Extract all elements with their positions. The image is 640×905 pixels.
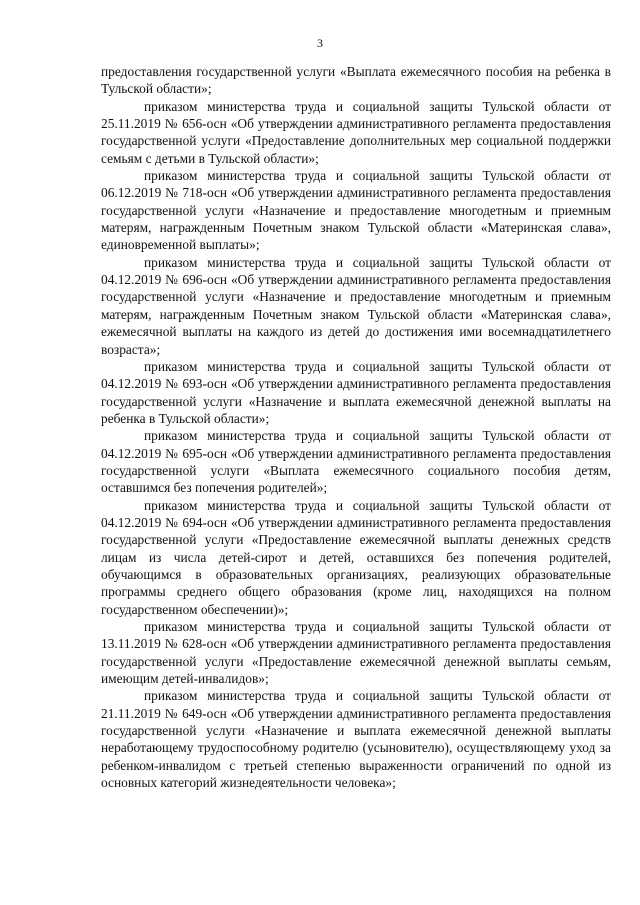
paragraph: предоставления государственной услуги «Выплата ежемесячного пособия на ребенка в Тульской области»; [101,64,611,97]
document-body [101,63,611,791]
paragraph: приказом министерства труда и социальной защиты Тульской области от 21.11.2019 № 649-осн «Об утверждении административного регламента предоставления государственной услуги «Назначение и выплата ежемесячной денежной выплаты неработающему трудоспособному родителю (усыновителю), осуществляющему уход за ребенком-инвалидом с третьей степенью выраженности ограничений по одной из основных категорий жизнедеятельности человека»; [101,688,611,791]
paragraph: приказом министерства труда и социальной защиты Тульской области от 04.12.2019 № 693-осн «Об утверждении административного регламента предоставления государственной услуги «Назначение и выплата ежемесячной денежной выплаты на ребенка в Тульской области»; [101,358,611,426]
paragraph: приказом министерства труда и социальной защиты Тульской области от 04.12.2019 № 694-осн «Об утверждении административного регламента предоставления государственной услуги «Предоставление ежемесячной выплаты денежных средств лицам из числа детей-сирот и детей, оставшихся без попечения родителей, обучающимся в образовательных организациях, реализующих образовательные программы среднего общего образования (кроме лиц, находящихся на полном государственном обеспечении)»; [101,497,611,617]
page-number: 3 [317,36,323,50]
paragraph: приказом министерства труда и социальной защиты Тульской области от 25.11.2019 № 656-осн «Об утверждении административного регламента предоставления государственной услуги «Предоставление дополнительных мер социальной поддержки семьям с детьми в Тульской области»; [101,98,611,166]
paragraph: приказом министерства труда и социальной защиты Тульской области от 04.12.2019 № 696-осн «Об утверждении административного регламента предоставления государственной услуги «Назначение и предоставление многодетным и приемным матерям, награжденным Почетным знаком Тульской области «Материнская слава», ежемесячной выплаты на каждого из детей до достижения ими восемнадцатилетнего возраста»; [101,254,611,357]
paragraph: приказом министерства труда и социальной защиты Тульской области от 06.12.2019 № 718-осн «Об утверждении административного регламента предоставления государственной услуги «Назначение и предоставление многодетным и приемным матерям, награжденным Почетным знаком Тульской области «Материнская слава», единовременной выплаты»; [101,168,611,253]
paragraph: приказом министерства труда и социальной защиты Тульской области от 13.11.2019 № 628-осн «Об утверждении административного регламента предоставления государственной услуги «Предоставление ежемесячной денежной выплаты семьям, имеющим детей-инвалидов»; [101,619,611,687]
paragraph: приказом министерства труда и социальной защиты Тульской области от 04.12.2019 № 695-осн «Об утверждении административного регламента предоставления государственной услуги «Выплата ежемесячного социального пособия детям, оставшимся без попечения родителей»; [101,428,611,496]
